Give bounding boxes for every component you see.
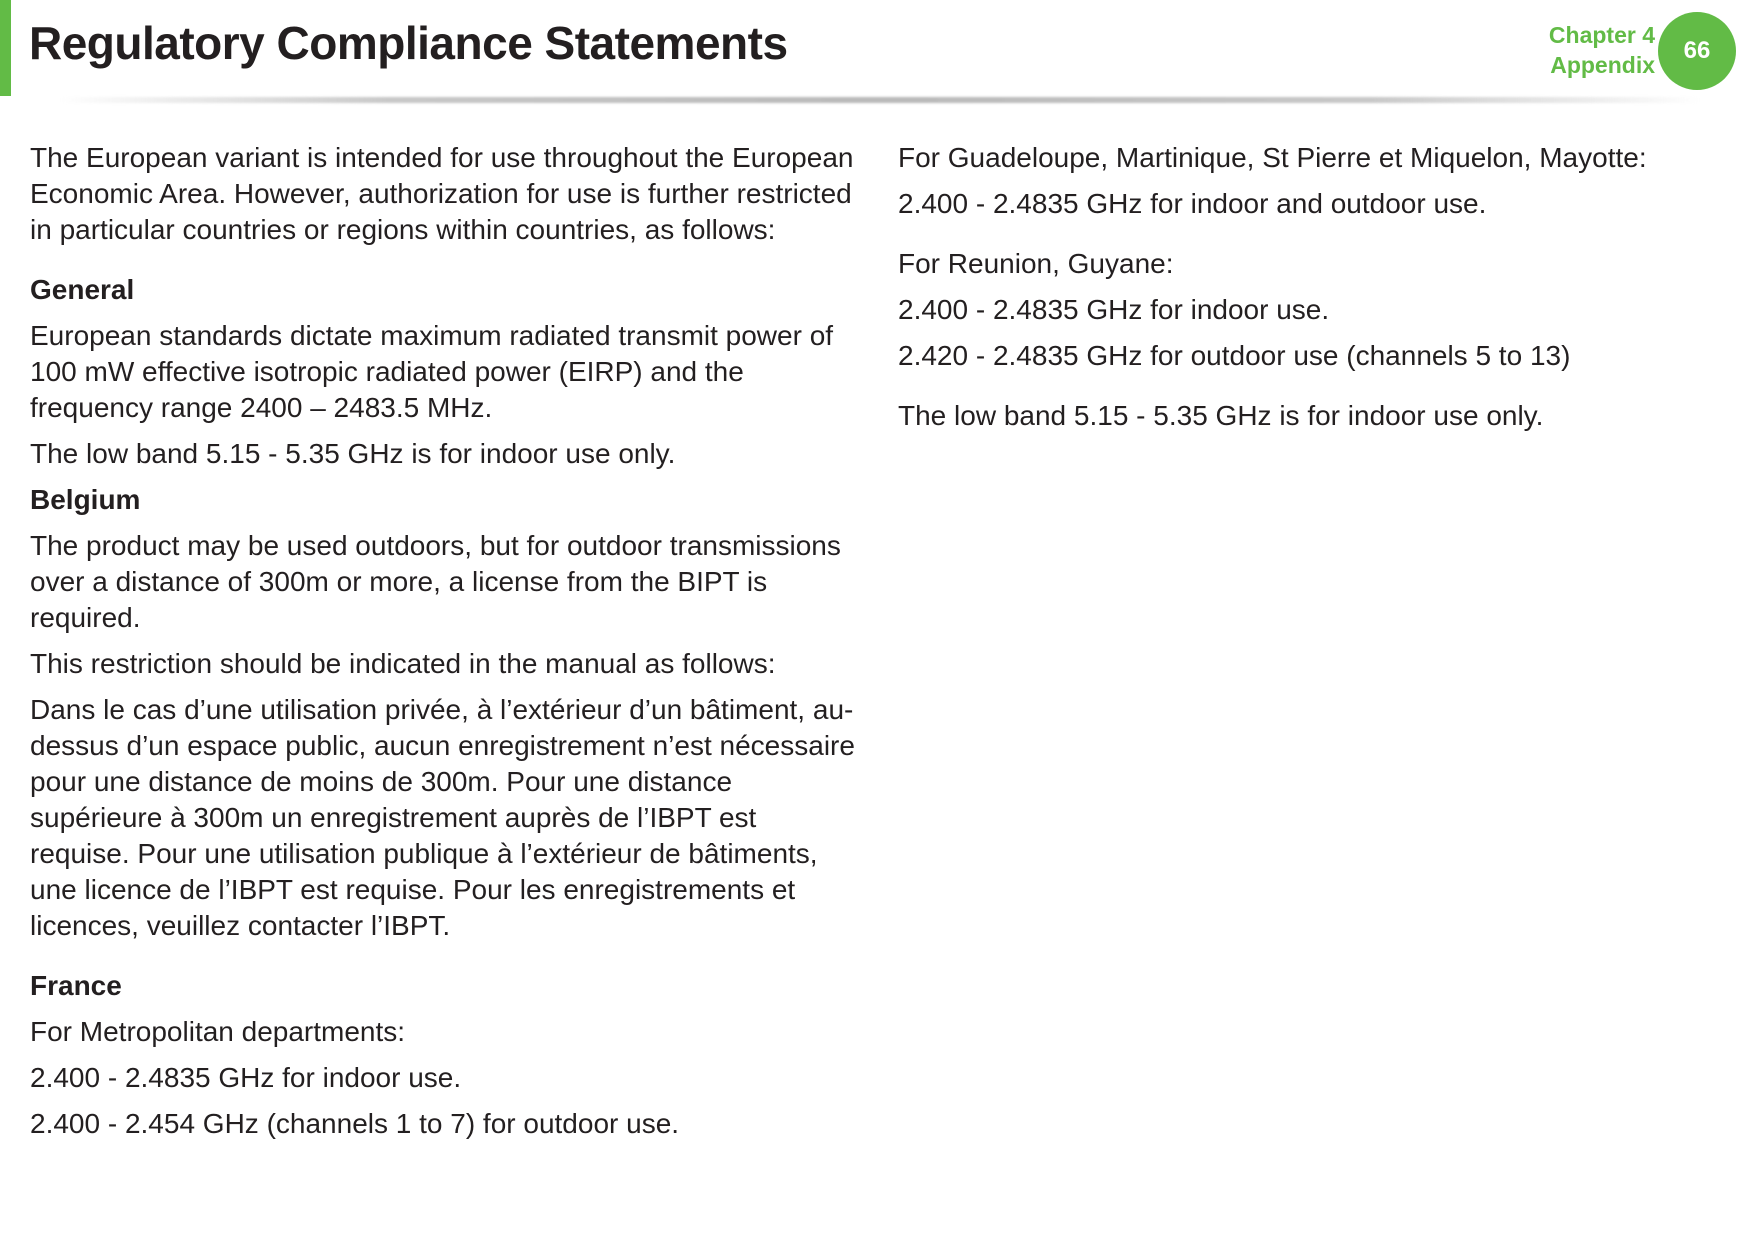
france-metropolitan-label: For Metropolitan departments: <box>30 1016 406 1047</box>
reunion-guyane-label: For Reunion, Guyane: <box>898 248 1174 279</box>
chapter-number: Chapter 4 <box>1548 22 1655 48</box>
france-indoor-band: 2.400 - 2.4835 GHz for indoor use. <box>30 1062 462 1093</box>
overseas-territories-band: 2.400 - 2.4835 GHz for indoor and outdoor use. <box>898 188 1487 219</box>
section-heading-france: France <box>30 970 122 1001</box>
page-title: Regulatory Compliance Statements <box>29 17 788 69</box>
section-heading-belgium: Belgium <box>30 484 141 515</box>
overseas-territories-label: For Guadeloupe, Martinique, St Pierre et Miquelon, Mayotte: <box>898 142 1647 173</box>
reunion-guyane-outdoor-band: 2.420 - 2.4835 GHz for outdoor use (channels 5 to 13) <box>898 340 1571 371</box>
chapter-label <box>1549 20 1655 80</box>
left-column <box>30 140 860 1152</box>
right-low-band-note: The low band 5.15 - 5.35 GHz is for indoor use only. <box>898 400 1544 431</box>
page-header <box>0 0 1749 110</box>
right-column <box>898 140 1698 444</box>
france-outdoor-band: 2.400 - 2.454 GHz (channels 1 to 7) for outdoor use. <box>30 1108 680 1139</box>
reunion-guyane-indoor-band: 2.400 - 2.4835 GHz for indoor use. <box>898 294 1330 325</box>
header-divider <box>60 97 1700 103</box>
page-number: 66 <box>1683 37 1711 64</box>
general-paragraph: European standards dictate maximum radiated transmit power of 100 mW effective isotropic radiated power (EIRP) and the frequency range 2400 – 2483.5 MHz. <box>30 320 834 423</box>
intro-paragraph: The European variant is intended for use throughout the European Economic Area. However, authorization for use is further restricted in particular countries or regions within countries, as follows: <box>30 142 854 245</box>
general-low-band-note: The low band 5.15 - 5.35 GHz is for indoor use only. <box>30 438 676 469</box>
page-number-badge <box>1658 12 1736 90</box>
chapter-section: Appendix <box>1550 52 1655 78</box>
belgium-paragraph: The product may be used outdoors, but for outdoor transmissions over a distance of 300m or more, a license from the BIPT is required. <box>30 530 841 633</box>
section-heading-general: General <box>30 274 135 305</box>
accent-bar <box>0 0 11 96</box>
belgium-french-text: Dans le cas d’une utilisation privée, à l’extérieur d’un bâtiment, au-dessus d’un espace public, aucun enregistrement n’est nécessaire pour une distance de moins de 300m. Pour une distance supérieure à 300m un enregistrement auprès de l’IBPT est requise. Pour une utilisation publique à l’extérieur de bâtiments, une licence de l’IBPT est requise. Pour les enregistrements et licences, veuillez contacter l’IBPT. <box>30 694 855 941</box>
belgium-restriction-note: This restriction should be indicated in the manual as follows: <box>30 648 776 679</box>
